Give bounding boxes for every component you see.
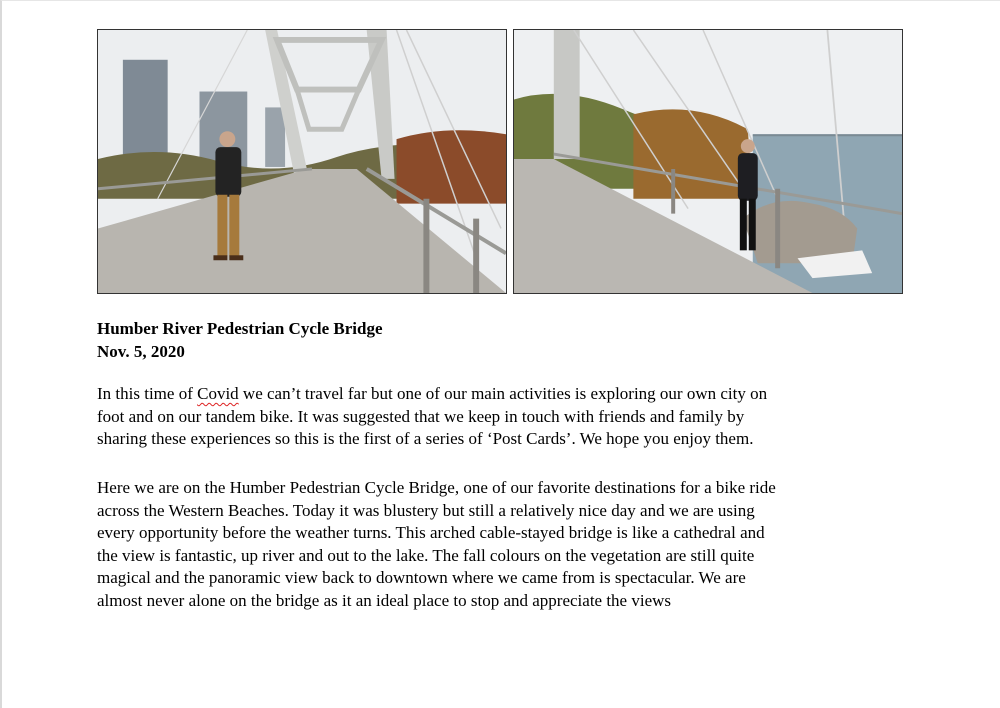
paragraph-intro-start: In this time of	[97, 384, 198, 403]
paragraph-intro	[97, 383, 912, 451]
document-date: Nov. 5, 2020	[97, 342, 185, 361]
document-title: Humber River Pedestrian Cycle Bridge	[97, 319, 383, 338]
document-heading	[97, 317, 383, 363]
spellcheck-flagged-word[interactable]: Covid	[197, 384, 239, 403]
paragraph-bridge-description: Here we are on the Humber Pedestrian Cycle Bridge, one of our favorite destinations for a bike ride across the Western Beaches. Today it was blustery but still a relatively nice day and we are using every opportunity before the weather turns. This arched cable-stayed bridge is like a cathedral and the view is fantastic, up river and out to the lake. The fall colours on the vegetation are still quite magical and the panoramic view back to downtown where we came from is spectacular. We are almost never alone on the bridge as it an ideal place to stop and appreciate the views	[97, 478, 776, 610]
photo-man-on-bridge	[97, 29, 507, 294]
bridge-photo-left-image	[98, 30, 506, 293]
photo-woman-on-bridge	[513, 29, 903, 294]
paragraph-intro-rest: we can’t travel far but one of our main activities is exploring our own city on foot and on our tandem bike. It was suggested that we keep in touch with friends and family by sharing these experiences so this is the first of a series of ‘Post Cards’. We hope you enjoy them.	[97, 384, 768, 449]
bridge-photo-right-image	[514, 30, 902, 293]
